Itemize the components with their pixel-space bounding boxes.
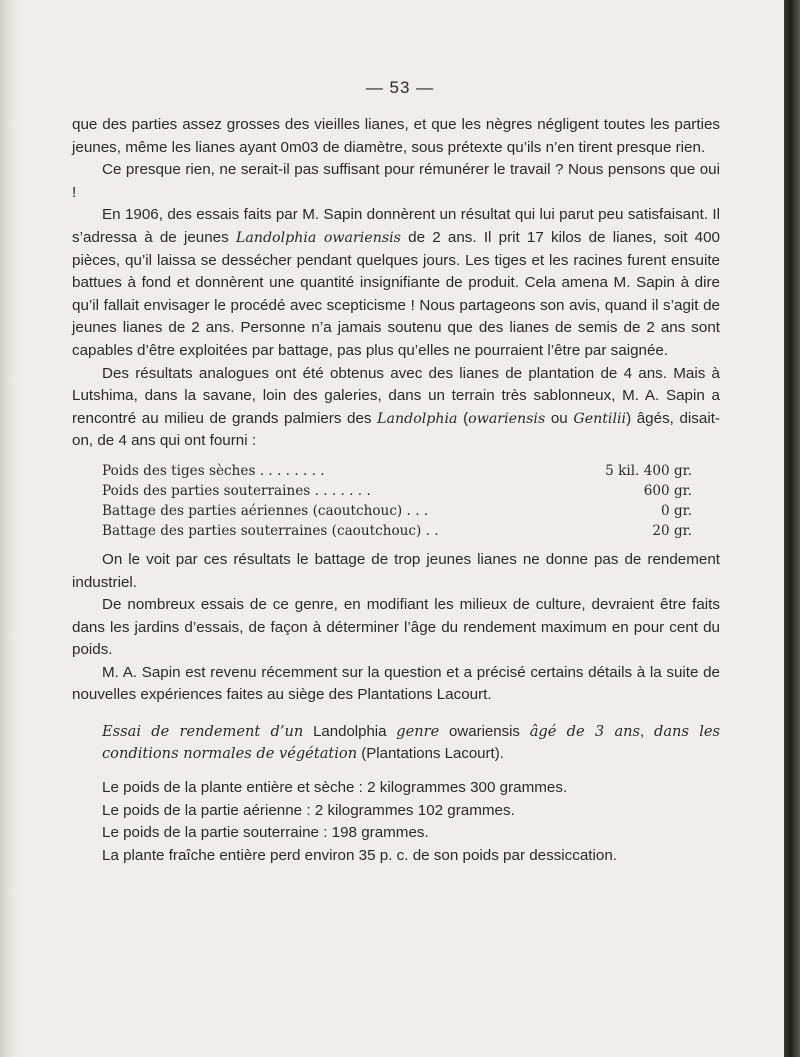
- table-row: [102, 521, 692, 541]
- page-left-shadow: [0, 0, 18, 1057]
- result-line: La plante fraîche entière perd environ 35 p. c. de son poids par dessiccation.: [102, 846, 618, 864]
- row-label: Poids des tiges sèches . . . . . . . .: [102, 462, 325, 479]
- paragraph-4-end: ) âgés, disait-on, de 4 ans qui ont fourni :: [72, 409, 720, 450]
- heading-part-4: owariensis: [439, 723, 530, 741]
- species-name: Landolphia owariensis: [235, 229, 401, 246]
- paragraph-4-start: Des résultats analogues ont été obtenus avec des lianes de plantation de 4 ans. Mais à Lutshima, dans la savane, loin des galeries, dans un terrain très sablonneux, M. A. Sapin a rencontré au milieu de grands palmiers des: [72, 364, 720, 427]
- experiment-heading: [72, 721, 720, 765]
- paragraph-4: [72, 363, 720, 453]
- species-gentilii: Gentilii: [573, 410, 627, 427]
- row-label: Battage des parties souterraines (caoutchouc) . .: [102, 522, 439, 539]
- heading-part-5: âgé de 3 ans: [529, 723, 641, 741]
- heading-part-7: dans les conditions normales de végétation: [102, 723, 721, 763]
- table-row: [102, 501, 692, 521]
- table-row: [102, 481, 692, 501]
- row-value: 20 gr.: [652, 522, 692, 539]
- paragraph-6: De nombreux essais de ce genre, en modifiant les milieux de culture, devraient être faits dans les jardins d’essais, de façon à déterminer l’âge du rendement maximum en pour cent du poids.: [72, 596, 720, 659]
- result-line: Le poids de la plante entière et sèche : 2 kilogrammes 300 grammes.: [102, 779, 568, 797]
- row-value: 5 kil. 400 gr.: [605, 462, 692, 479]
- word-ou: ou: [545, 409, 574, 427]
- heading-part-8: (Plantations Lacourt).: [357, 745, 504, 763]
- table-row: [102, 461, 692, 481]
- paragraph-3-start: En 1906, des essais faits par M. Sapin donnèrent un résultat qui lui parut peu satisfaisant. Il s’adressa à de jeunes: [72, 206, 720, 246]
- row-value: 600 gr.: [643, 482, 692, 499]
- results-table: [102, 461, 692, 541]
- body-text: [72, 114, 720, 867]
- paragraph-3-end: de 2 ans. Il prit 17 kilos de lianes, soit 400 pièces, qu’il laissa se dessécher pendant quelques jours. Les tiges et les racines furent ensuite battues à fond et donnèrent une quantité insignifiante de produit. Cela amena M. Sapin à dire qu’il fallait envisager le procédé avec scepticisme ! Nous partageons son avis, quand il s’agit de jeunes lianes de 2 ans. Personne n’a jamais soutenu que des lianes de semis de 2 ans sont capables d’être exploitées par battage, pas plus qu’elles ne pourraient l’être par saignée.: [72, 228, 721, 359]
- species-genus: Landolphia: [377, 410, 458, 427]
- row-value: 0 gr.: [661, 502, 692, 519]
- row-label: Poids des parties souterraines . . . . . . .: [102, 482, 371, 499]
- row-label: Battage des parties aériennes (caoutchouc) . . .: [102, 502, 429, 519]
- paragraph-5: On le voit par ces résultats le battage de trop jeunes lianes ne donne pas de rendement industriel.: [72, 550, 720, 591]
- result-line: Le poids de la partie aérienne : 2 kilogrammes 102 grammes.: [102, 801, 515, 819]
- paragraph-7: M. A. Sapin est revenu récemment sur la question et a précisé certains détails à la suite de nouvelles expériences faites au siège des Plantations Lacourt.: [72, 663, 720, 704]
- heading-part-2: Landolphia: [303, 723, 397, 741]
- page-number: — 53 —: [365, 78, 435, 97]
- paragraph-2: Ce presque rien, ne serait-il pas suffisant pour rémunérer le travail ? Nous pensons que oui !: [72, 161, 720, 201]
- heading-part-1: Essai de rendement d’un: [102, 723, 304, 741]
- paren-open: (: [457, 409, 469, 427]
- paragraph-1: que des parties assez grosses des vieilles lianes, et que les nègres négligent toutes les parties jeunes, même les lianes ayant 0m03 de diamètre, sous prétexte qu’ils n’en tirent presque rien.: [72, 116, 720, 156]
- page-right-binding: [784, 0, 800, 1057]
- heading-part-3: genre: [396, 723, 440, 741]
- species-owariensis: owariensis: [468, 410, 546, 427]
- heading-part-6: ,: [640, 723, 655, 741]
- paragraph-3: [72, 204, 720, 362]
- result-line: Le poids de la partie souterraine : 198 grammes.: [102, 824, 429, 842]
